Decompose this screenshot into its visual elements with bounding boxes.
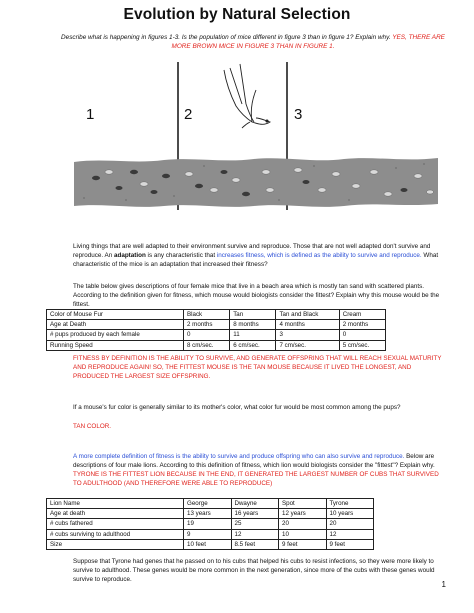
table-cell: 16 years [231,509,279,519]
table-cell: 12 [231,529,279,539]
mouse-table [46,309,386,351]
adaptation-text-3: What characteristic of the mice is an adaptation that increased their fitness? [73,252,439,268]
table-cell: 25 [231,519,279,529]
table-cell: 8.5 feet [231,539,279,549]
table-cell: 7 cm/sec. [276,340,339,350]
table-cell: 12 [326,529,374,539]
table-row [47,539,374,549]
lion-table [46,498,374,550]
hawk-drawing [224,64,270,128]
table-cell: # cubs fathered [47,519,184,529]
table-cell: 6 cm/sec. [230,340,276,350]
lion-table-header-cell: Tyrone [326,499,374,509]
table-cell: Size [47,539,184,549]
table-cell: 2 months [339,320,385,330]
table-row [47,330,386,340]
adaptation-definition: increases fitness, which is defined as the ability to survive and reproduce. [216,252,422,259]
table-cell: Age at Death [47,320,184,330]
table-cell: 12 years [279,509,327,519]
table-cell: 10 years [326,509,374,519]
figure-label-2: 2 [184,106,193,123]
lion-table-header-cell: Lion Name [47,499,184,509]
table-cell: 5 cm/sec. [339,340,385,350]
lion-table-header [47,499,374,509]
page-number: 1 [441,580,446,589]
table-cell: 0 [184,330,230,340]
mouse-table-header-cell: Color of Mouse Fur [47,310,184,320]
table-row [47,340,386,350]
lion-table-header-cell: Dwayne [231,499,279,509]
lion-table-header-cell: Spot [279,499,327,509]
table-cell: 8 cm/sec. [184,340,230,350]
table-intro-paragraph: The table below gives descriptions of four female mice that live in a beach area which is mostly tan sand with scattered plants. According to the definition given for fitness, which mouse would biologists consider the fittest? Explain why this mouse would be the fittest. [73,283,440,308]
table-cell: 9 feet [279,539,327,549]
closing-paragraph: Suppose that Tyrone had genes that he passed on to his cubs that helped his cubs to resist infections, so they were more likely to survive to adulthood. These genes would be more common in the next generation, since more of the cubs with these genes would survive to reproduce. [73,558,435,583]
question-1-answer: YES, THERE ARE MORE BROWN MICE IN FIGURE 3 THAN IN FIGURE 1. [171,34,445,50]
table-cell: 10 [279,529,327,539]
table-row [47,529,374,539]
table-cell: 20 [326,519,374,529]
mouse-population-figure [74,60,438,212]
mouse-table-header-cell: Black [184,310,230,320]
fitness-answer: FITNESS BY DEFINITION IS THE ABILITY TO SURVIVE, AND GENERATE OFFSPRING THAT WILL REACH SEXUAL MATURITY AND REPRODUCE AGAIN! SO, THE FITTEST MOUSE IS THE TAN MOUSE BECAUSE IT LIVED THE LONGEST, AND PRODUCED THE LARGEST SIZE OFFSPRING. [73,355,442,380]
figure-label-1: 1 [86,106,95,123]
table-cell: 9 [184,529,232,539]
table-cell: 4 months [276,320,339,330]
adaptation-term: adaptation [113,252,146,259]
figure-illustration [74,60,438,212]
figure-label-3: 3 [294,106,303,123]
table-cell: # pups produced by each female [47,330,184,340]
adaptation-text-1: Living things that are well adapted to their environment survive and reproduce. Those that are not well adapted don't survive and reproduce. An [73,243,431,259]
table-cell: 13 years [184,509,232,519]
mouse-table-header-cell: Tan and Black [276,310,339,320]
table-row [47,509,374,519]
mouse-table-header-cell: Tan [230,310,276,320]
lion-fitness-definition: A more complete definition of fitness is the ability to survive and produce offspring who can also survive and reproduce. [73,453,405,460]
adaptation-paragraph [73,242,445,269]
lion-paragraph [73,452,445,488]
table-cell: # cubs surviving to adulthood [47,529,184,539]
table-cell: Running Speed [47,340,184,350]
page-title: Evolution by Natural Selection [123,6,351,23]
table-cell: Age at death [47,509,184,519]
mouse-table-header-cell: Cream [339,310,385,320]
table-cell: 10 feet [184,539,232,549]
mouse-table-header [47,310,386,320]
lion-question: Below are descriptions of four male lions. According to this definition of fitness, which lion would biologists consider the "fittest"? Explain why. [73,453,435,469]
lion-table-header-cell: George [184,499,232,509]
table-cell: 8 months [230,320,276,330]
lion-answer: TYRONE IS THE FITTEST LION BECAUSE IN THE END, IT GENERATED THE LARGEST NUMBER OF CUBS THAT SURVIVED TO ADULTHOOD (AND THEREFORE WERE ABLE TO REPRODUCE) [73,471,439,487]
table-cell: 20 [279,519,327,529]
table-cell: 11 [230,330,276,340]
sand-strip [74,158,438,207]
table-cell: 9 feet [326,539,374,549]
question-1 [58,33,448,51]
table-cell: 19 [184,519,232,529]
table-cell: 0 [339,330,385,340]
table-row [47,320,386,330]
table-row [47,519,374,529]
fur-color-question: If a mouse's fur color is generally similar to its mother's color, what color fur would be most common among the pups? [73,404,401,411]
table-cell: 2 months [184,320,230,330]
table-cell: 3 [276,330,339,340]
adaptation-text-2: is any characteristic that [145,252,216,259]
question-1-prompt: Describe what is happening in figures 1-3. Is the population of mice different in figure 3 than in figure 1? Explain why. [61,34,391,41]
fur-color-answer: TAN COLOR. [73,423,112,430]
